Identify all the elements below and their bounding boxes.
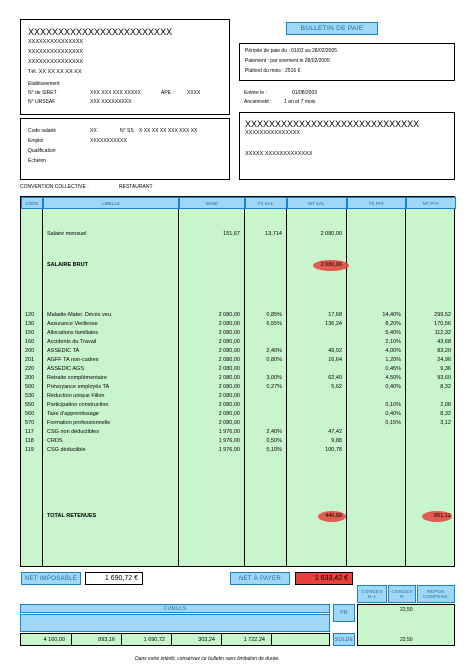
row-tx-sal: 13,714 bbox=[265, 231, 282, 237]
conges-pr-label: PR bbox=[333, 604, 355, 622]
row-code: 119 bbox=[25, 447, 34, 453]
cumul-divider bbox=[221, 634, 222, 645]
cumul-brut: 4 160,00 bbox=[43, 637, 65, 643]
row-tx-sal: 0,80% bbox=[266, 357, 282, 363]
convention-value: RESTAURANT bbox=[119, 184, 153, 190]
table-row bbox=[21, 401, 454, 410]
row-tx-pat: 0,10% bbox=[385, 402, 401, 408]
code-salarie-value: XX bbox=[90, 128, 97, 134]
row-base: 2 080,00 bbox=[218, 330, 240, 336]
row-mt-sal: 5,62 bbox=[331, 384, 342, 390]
repos-comp-header: REPOS COMPENS. bbox=[417, 585, 455, 603]
footer-note: Dans votre intérêt, conservez ce bulletin sans limitation de durée. bbox=[135, 656, 280, 662]
table-row bbox=[21, 261, 454, 270]
ape-value: XXXX bbox=[187, 90, 201, 96]
employer-line-1: XXXXXXXXXXXXXXX bbox=[28, 39, 84, 45]
cumul-net-imposable: 1 690,72 bbox=[143, 637, 165, 643]
entree-label: Entrée le : bbox=[244, 90, 267, 96]
row-tx-pat: 0,40% bbox=[385, 384, 401, 390]
header-libelle: LIBELLE bbox=[43, 197, 179, 209]
period-line-3: Plafond du mois : 2516 € bbox=[245, 68, 301, 74]
net-a-payer-label: NET À PAYER bbox=[230, 572, 290, 585]
row-mt-sal: 62,40 bbox=[328, 375, 342, 381]
urssaf-value: XXX XXXXXXXXX bbox=[90, 99, 132, 105]
net-a-payer-value: 1 633,42 € bbox=[314, 575, 348, 582]
conges-n-header: CONGES N bbox=[388, 585, 416, 603]
row-base: 2 080,00 bbox=[218, 339, 240, 345]
row-label: Formation professionnelle bbox=[47, 420, 111, 426]
employee-name: XXXXXXXXXXXXXXXXXXXXXXXXXXXXX bbox=[245, 119, 420, 129]
period-box bbox=[239, 43, 455, 81]
row-mt-pat: 8,32 bbox=[440, 411, 451, 417]
row-label: CSG non déductibles bbox=[47, 429, 99, 435]
table-row bbox=[21, 512, 454, 521]
ape-label: APE : bbox=[161, 90, 174, 96]
cumul-charges-sal: 893,16 bbox=[98, 637, 115, 643]
row-mt-sal: 49,92 bbox=[328, 348, 342, 354]
row-code: 118 bbox=[25, 438, 34, 444]
net-imposable-value-box bbox=[85, 572, 143, 585]
table-row bbox=[21, 410, 454, 419]
row-base: 1 976,00 bbox=[218, 447, 240, 453]
row-base: 2 080,00 bbox=[218, 348, 240, 354]
table-row bbox=[21, 437, 454, 446]
row-mt-pat: 9,36 bbox=[440, 366, 451, 372]
table-row bbox=[21, 311, 454, 320]
row-mt-sal: 16,64 bbox=[328, 357, 342, 363]
row-code: 201 bbox=[25, 357, 35, 363]
row-base: 1 976,00 bbox=[218, 429, 240, 435]
row-label: Retraite complémentaire bbox=[47, 375, 107, 381]
employer-line-3: XXXXXXXXXXXXXXX bbox=[28, 59, 84, 65]
row-base: 1 976,00 bbox=[218, 438, 240, 444]
table-row bbox=[21, 374, 454, 383]
row-tx-sal: 0,85% bbox=[266, 312, 282, 318]
row-code: 570 bbox=[25, 420, 35, 426]
emploi-value: XXXXXXXXXXX bbox=[90, 138, 127, 144]
cumul-divider bbox=[121, 634, 122, 645]
row-label: Salaire mensuel bbox=[47, 231, 87, 237]
row-mt-sal: 136,24 bbox=[325, 321, 342, 327]
row-label: Participation construction bbox=[47, 402, 109, 408]
row-mt-pat: 93,60 bbox=[437, 375, 451, 381]
row-label: SALAIRE BRUT bbox=[47, 262, 88, 268]
row-code: 200 bbox=[25, 348, 35, 354]
ss-value: X XX XX XX XXX XXX XX bbox=[139, 128, 198, 134]
siret-value: XXX XXX XXX XXXXX bbox=[90, 90, 141, 96]
net-a-payer-value-box bbox=[295, 572, 353, 585]
row-base: 2 080,00 bbox=[218, 420, 240, 426]
row-base: 2 080,00 bbox=[218, 384, 240, 390]
bulletin-title: BULLETIN DE PAIE bbox=[286, 22, 378, 35]
qualification-label: Qualification bbox=[28, 148, 56, 154]
table-row bbox=[21, 392, 454, 401]
echelon-label: Echelon bbox=[28, 158, 47, 164]
table-row bbox=[21, 356, 454, 365]
urssaf-label: N° URSSAF bbox=[28, 99, 56, 105]
row-mt-sal: 17,68 bbox=[328, 312, 342, 318]
table-row bbox=[21, 365, 454, 374]
table-row bbox=[21, 383, 454, 392]
row-tx-pat: 5,40% bbox=[385, 330, 401, 336]
conges-solde-value: 22,50 bbox=[400, 637, 413, 643]
cumul-divider bbox=[71, 634, 72, 645]
cumul-charges-pat: 1 722,24 bbox=[243, 637, 265, 643]
table-row bbox=[21, 230, 454, 239]
row-code: 300 bbox=[25, 375, 35, 381]
row-mt-pat: 170,56 bbox=[434, 321, 451, 327]
employee-address-box bbox=[239, 112, 455, 180]
cumuls-subheader bbox=[20, 614, 330, 632]
row-base: 2 080,00 bbox=[218, 366, 240, 372]
anciennete-value: 1 an et 7 mois bbox=[284, 99, 316, 105]
emploi-label: Emploi bbox=[28, 138, 44, 144]
employee-line-2: XXXXXXXXXXXXXXX bbox=[245, 130, 301, 136]
net-imposable-label: NET IMPOSABLE bbox=[21, 572, 81, 585]
row-code: 560 bbox=[25, 411, 35, 417]
row-label: Réduction unique Fillon bbox=[47, 393, 105, 399]
cumuls-values-row bbox=[20, 633, 330, 646]
table-row bbox=[21, 446, 454, 455]
ss-label: N° SS bbox=[120, 128, 134, 134]
conges-solde-label: SOLDE bbox=[333, 633, 355, 646]
row-mt-sal: 2 080,00 bbox=[320, 231, 342, 237]
cumuls-header: CUMULS bbox=[20, 604, 330, 613]
row-tx-pat: 0,40% bbox=[385, 411, 401, 417]
row-base: 2 080,00 bbox=[218, 357, 240, 363]
payslip-table bbox=[20, 196, 455, 567]
row-base: 2 080,00 bbox=[218, 393, 240, 399]
row-tx-pat: 8,20% bbox=[385, 321, 401, 327]
cumul-divider bbox=[271, 634, 272, 645]
row-base: 2 080,00 bbox=[218, 321, 240, 327]
table-row bbox=[21, 428, 454, 437]
row-code: 550 bbox=[25, 402, 35, 408]
row-tx-pat: 4,00% bbox=[385, 348, 401, 354]
conges-values bbox=[357, 604, 455, 646]
table-row bbox=[21, 347, 454, 356]
row-tx-sal: 6,55% bbox=[266, 321, 282, 327]
employee-line-3: XXXXX XXXXXXXXXXXXX bbox=[245, 151, 313, 157]
row-tx-pat: 1,20% bbox=[385, 357, 401, 363]
row-tx-sal: 2,40% bbox=[266, 429, 282, 435]
row-mt-pat: 299,52 bbox=[434, 312, 451, 318]
employer-line-2: XXXXXXXXXXXXXXX bbox=[28, 49, 84, 55]
siret-label: N° de SIRET bbox=[28, 90, 57, 96]
row-label: CRDS bbox=[47, 438, 63, 444]
header-code: CODE bbox=[21, 197, 43, 209]
header-base: BASE bbox=[179, 197, 245, 209]
row-tx-pat: 0,45% bbox=[385, 366, 401, 372]
employer-name: XXXXXXXXXXXXXXXXXXXXXXXX bbox=[28, 27, 173, 37]
row-mt-pat: 43,68 bbox=[437, 339, 451, 345]
row-mt-pat: 83,20 bbox=[437, 348, 451, 354]
employer-box bbox=[20, 19, 230, 115]
row-tx-pat: 14,40% bbox=[382, 312, 401, 318]
row-base: 2 080,00 bbox=[218, 411, 240, 417]
row-code: 530 bbox=[25, 393, 35, 399]
total-label: TOTAL RETENUES bbox=[47, 513, 97, 519]
row-mt-pat: 24,96 bbox=[437, 357, 451, 363]
row-label: Prévoyance employés TA bbox=[47, 384, 110, 390]
row-base: 2 080,00 bbox=[218, 402, 240, 408]
row-mt-sal: 9,88 bbox=[331, 438, 342, 444]
row-label: CSG déductible bbox=[47, 447, 86, 453]
row-mt-sal: 2 080,00 bbox=[320, 262, 342, 268]
period-line-2: Paiement : par virement le 28/02/2005 bbox=[245, 58, 330, 64]
row-mt-sal: 47,42 bbox=[328, 429, 342, 435]
row-label: AGFF TA non-cadres bbox=[47, 357, 99, 363]
row-tx-sal: 2,40% bbox=[266, 348, 282, 354]
employee-info-box bbox=[20, 118, 230, 180]
row-code: 220 bbox=[25, 366, 35, 372]
total-mt-sal: 446,58 bbox=[325, 513, 342, 519]
cumul-heures: 303,24 bbox=[198, 637, 215, 643]
row-mt-pat: 8,32 bbox=[440, 384, 451, 390]
conges-n1-header: CONGES N-1 bbox=[357, 585, 387, 603]
total-mt-pat: 861,12 bbox=[434, 513, 451, 519]
row-base: 2 080,00 bbox=[218, 375, 240, 381]
header-mt-sal: MT SAL. bbox=[287, 197, 347, 209]
row-code: 150 bbox=[25, 330, 35, 336]
row-mt-pat: 3,12 bbox=[440, 420, 451, 426]
row-tx-sal: 3,00% bbox=[266, 375, 282, 381]
row-base: 151,67 bbox=[223, 231, 240, 237]
etablissement-label: Etablissement bbox=[28, 81, 60, 87]
header-mt-pat: MT PAT. bbox=[406, 197, 456, 209]
net-imposable-value: 1 690,72 € bbox=[104, 575, 138, 582]
anciennete-label: Ancienneté : bbox=[244, 99, 272, 105]
row-code: 500 bbox=[25, 384, 35, 390]
row-tx-pat: 4,50% bbox=[385, 375, 401, 381]
conges-pr-value: 22,50 bbox=[400, 607, 413, 613]
table-row bbox=[21, 419, 454, 428]
row-label: Maladie-Mater. Décès veu. bbox=[47, 312, 113, 318]
row-label: Accidents du Travail bbox=[47, 339, 97, 345]
row-label: ASSEDIC TA bbox=[47, 348, 80, 354]
convention-label: CONVENTION COLLECTIVE : bbox=[20, 184, 89, 190]
cumul-divider bbox=[171, 634, 172, 645]
row-base: 2 080,00 bbox=[218, 312, 240, 318]
row-code: 120 bbox=[25, 312, 35, 318]
table-row bbox=[21, 329, 454, 338]
period-line-1: Période de paie du : 01/02 au 28/02/2005 bbox=[245, 48, 338, 54]
row-code: 117 bbox=[25, 429, 34, 435]
row-mt-sal: 100,78 bbox=[325, 447, 342, 453]
code-salarie-label: Code salarié bbox=[28, 128, 57, 134]
row-tx-sal: 0,50% bbox=[266, 438, 282, 444]
row-code: 160 bbox=[25, 339, 35, 345]
employer-tel: Tél. XX XX XX XX XX bbox=[28, 69, 82, 75]
row-mt-pat: 112,32 bbox=[434, 330, 451, 336]
row-label: Allocations familiales bbox=[47, 330, 99, 336]
row-label: Taxe d'apprentissage bbox=[47, 411, 99, 417]
row-tx-pat: 0,15% bbox=[385, 420, 401, 426]
entree-value: 01/08/2003 bbox=[292, 90, 318, 96]
table-row bbox=[21, 338, 454, 347]
header-tx-sal: TX SAL. bbox=[245, 197, 287, 209]
table-row bbox=[21, 320, 454, 329]
row-code: 130 bbox=[25, 321, 35, 327]
row-tx-pat: 2,10% bbox=[385, 339, 401, 345]
header-tx-pat: TX PAT. bbox=[347, 197, 406, 209]
row-mt-pat: 2,08 bbox=[440, 402, 451, 408]
row-label: Assurance Vieillesse bbox=[47, 321, 98, 327]
row-tx-sal: 5,10% bbox=[266, 447, 282, 453]
row-label: ASSEDIC AGS bbox=[47, 366, 84, 372]
row-tx-sal: 0,27% bbox=[266, 384, 282, 390]
